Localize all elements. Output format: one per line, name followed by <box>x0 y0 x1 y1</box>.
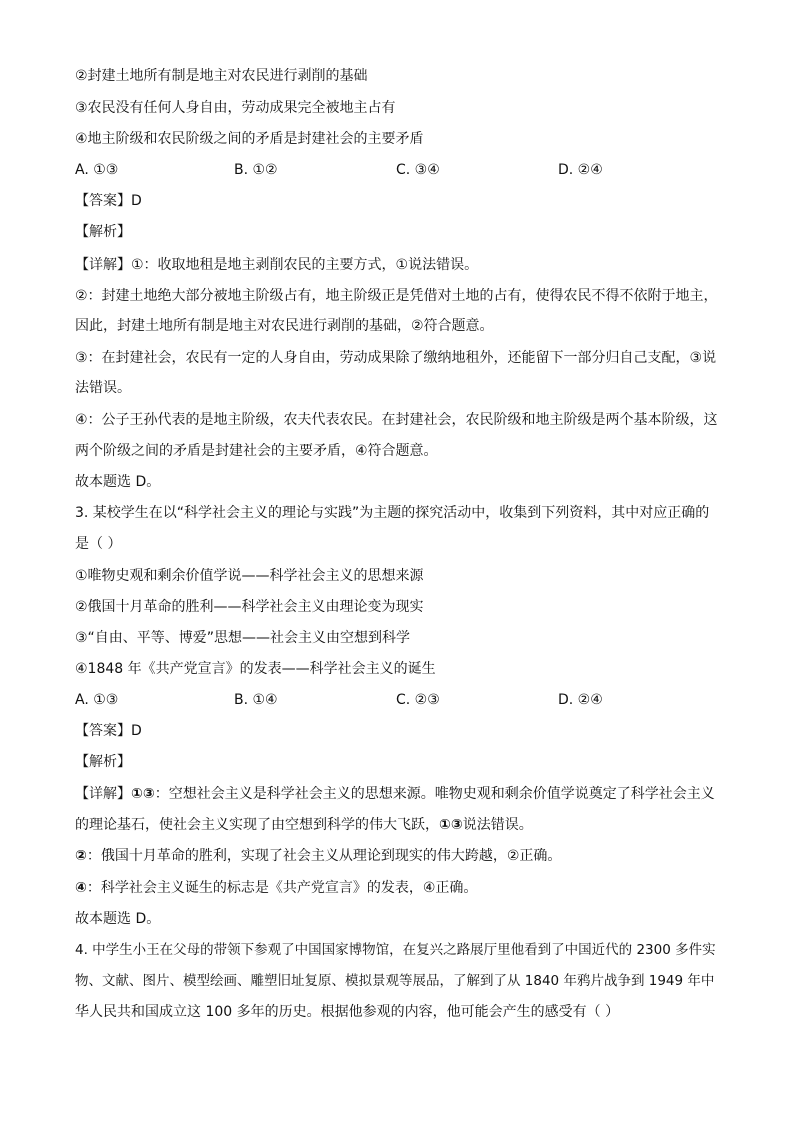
q2-detail-line-2: ②：封建土地绝大部分被地主阶级占有，地主阶级正是凭借对土地的占有，使得农民不得不依附于地主， <box>75 288 718 304</box>
q3-option-d: D. ②④ <box>558 692 603 708</box>
q3-option-b: B. ①④ <box>234 692 278 708</box>
detail-bold-ref: ①③ <box>131 786 155 802</box>
detail-tag: 【详解】 <box>75 257 131 273</box>
q3-stem-line-2: 是（ ） <box>75 536 122 552</box>
detail-text: ：俄国十月革命的胜利，实现了社会主义从理论到现实的伟大跨越，②正确。 <box>86 848 562 864</box>
q4-stem-line-1: 4. 中学生小王在父母的带领下参观了中国国家博物馆，在复兴之路展厅里他看到了中国近代的 2300 多件实 <box>75 942 716 958</box>
q4-stem-line-2: 物、文献、图片、模型绘画、雕塑旧址复原、模拟景观等展品，了解到了从 1840 年鸦片战争到 1949 年中 <box>75 973 715 989</box>
q2-detail-line-3: 因此，封建土地所有制是地主对农民进行剥削的基础，②符合题意。 <box>75 318 494 334</box>
q2-item-2: ②封建土地所有制是地主对农民进行剥削的基础 <box>75 68 368 84</box>
detail-text: ：空想社会主义是科学社会主义的思想来源。唯物史观和剩余价值学说奠定了科学社会主义 <box>154 786 715 802</box>
detail-text: 说法错误。 <box>462 817 533 833</box>
q2-option-d: D. ②④ <box>558 162 603 178</box>
q2-conclusion: 故本题选 D。 <box>75 474 161 490</box>
q2-detail-line-5: 法错误。 <box>75 380 131 396</box>
q3-item-4: ④1848 年《共产党宣言》的发表——科学社会主义的诞生 <box>75 661 436 677</box>
q3-stem-line-1: 3. 某校学生在以“科学社会主义的理论与实践”为主题的探究活动中，收集到下列资料，其中对应正确的 <box>75 505 710 521</box>
q3-analysis-tag: 【解析】 <box>75 754 131 770</box>
q2-detail-line-1 <box>75 255 478 275</box>
answer-tag: 【答案】 <box>75 723 131 739</box>
q3-conclusion: 故本题选 D。 <box>75 911 161 927</box>
q2-detail-line-4: ③：在封建社会，农民有一定的人身自由，劳动成果除了缴纳地租外，还能留下一部分归自己支配，③说 <box>75 350 717 366</box>
q4-stem-line-3: 华人民共和国成立这 100 多年的历史。根据他参观的内容，他可能会产生的感受有（ ） <box>75 1004 620 1020</box>
q2-item-4: ④地主阶级和农民阶级之间的矛盾是封建社会的主要矛盾 <box>75 131 424 147</box>
q2-answer <box>75 191 142 211</box>
q2-option-c: C. ③④ <box>396 162 440 178</box>
answer-tag: 【答案】 <box>75 193 131 209</box>
q3-detail-line-4 <box>75 878 477 898</box>
detail-tag: 【详解】 <box>75 786 131 802</box>
q3-detail-line-2 <box>75 815 533 835</box>
answer-value: D <box>131 193 142 209</box>
detail-text: ①：收取地租是地主剥削农民的主要方式，①说法错误。 <box>131 257 479 273</box>
detail-bold-ref: ② <box>75 848 87 864</box>
detail-bold-ref: ①③ <box>439 817 463 833</box>
q2-analysis-tag: 【解析】 <box>75 224 131 240</box>
q2-detail-line-7: 两个阶级之间的矛盾是封建社会的主要矛盾，④符合题意。 <box>75 443 438 459</box>
q2-detail-line-6: ④：公子王孙代表的是地主阶级，农夫代表农民。在封建社会，农民阶级和地主阶级是两个基本阶级，这 <box>75 412 718 428</box>
q3-item-1: ①唯物史观和剩余价值学说——科学社会主义的思想来源 <box>75 568 424 584</box>
q2-option-a: A. ①③ <box>75 162 119 178</box>
q3-option-c: C. ②③ <box>396 692 440 708</box>
q3-answer <box>75 721 142 741</box>
q2-item-3: ③农民没有任何人身自由，劳动成果完全被地主占有 <box>75 100 396 116</box>
q3-detail-line-1 <box>75 784 715 804</box>
q3-item-2: ②俄国十月革命的胜利——科学社会主义由理论变为现实 <box>75 599 424 615</box>
detail-text: ：科学社会主义诞生的标志是《共产党宣言》的发表，④正确。 <box>86 880 478 896</box>
detail-bold-ref: ④ <box>75 880 87 896</box>
detail-text: 的理论基石，使社会主义实现了由空想到科学的伟大飞跃， <box>75 817 439 833</box>
answer-value: D <box>131 723 142 739</box>
q3-detail-line-3 <box>75 846 561 866</box>
q3-item-3: ③“自由、平等、博爱”思想——社会主义由空想到科学 <box>75 630 411 646</box>
q3-option-a: A. ①③ <box>75 692 119 708</box>
q2-option-b: B. ①② <box>234 162 278 178</box>
